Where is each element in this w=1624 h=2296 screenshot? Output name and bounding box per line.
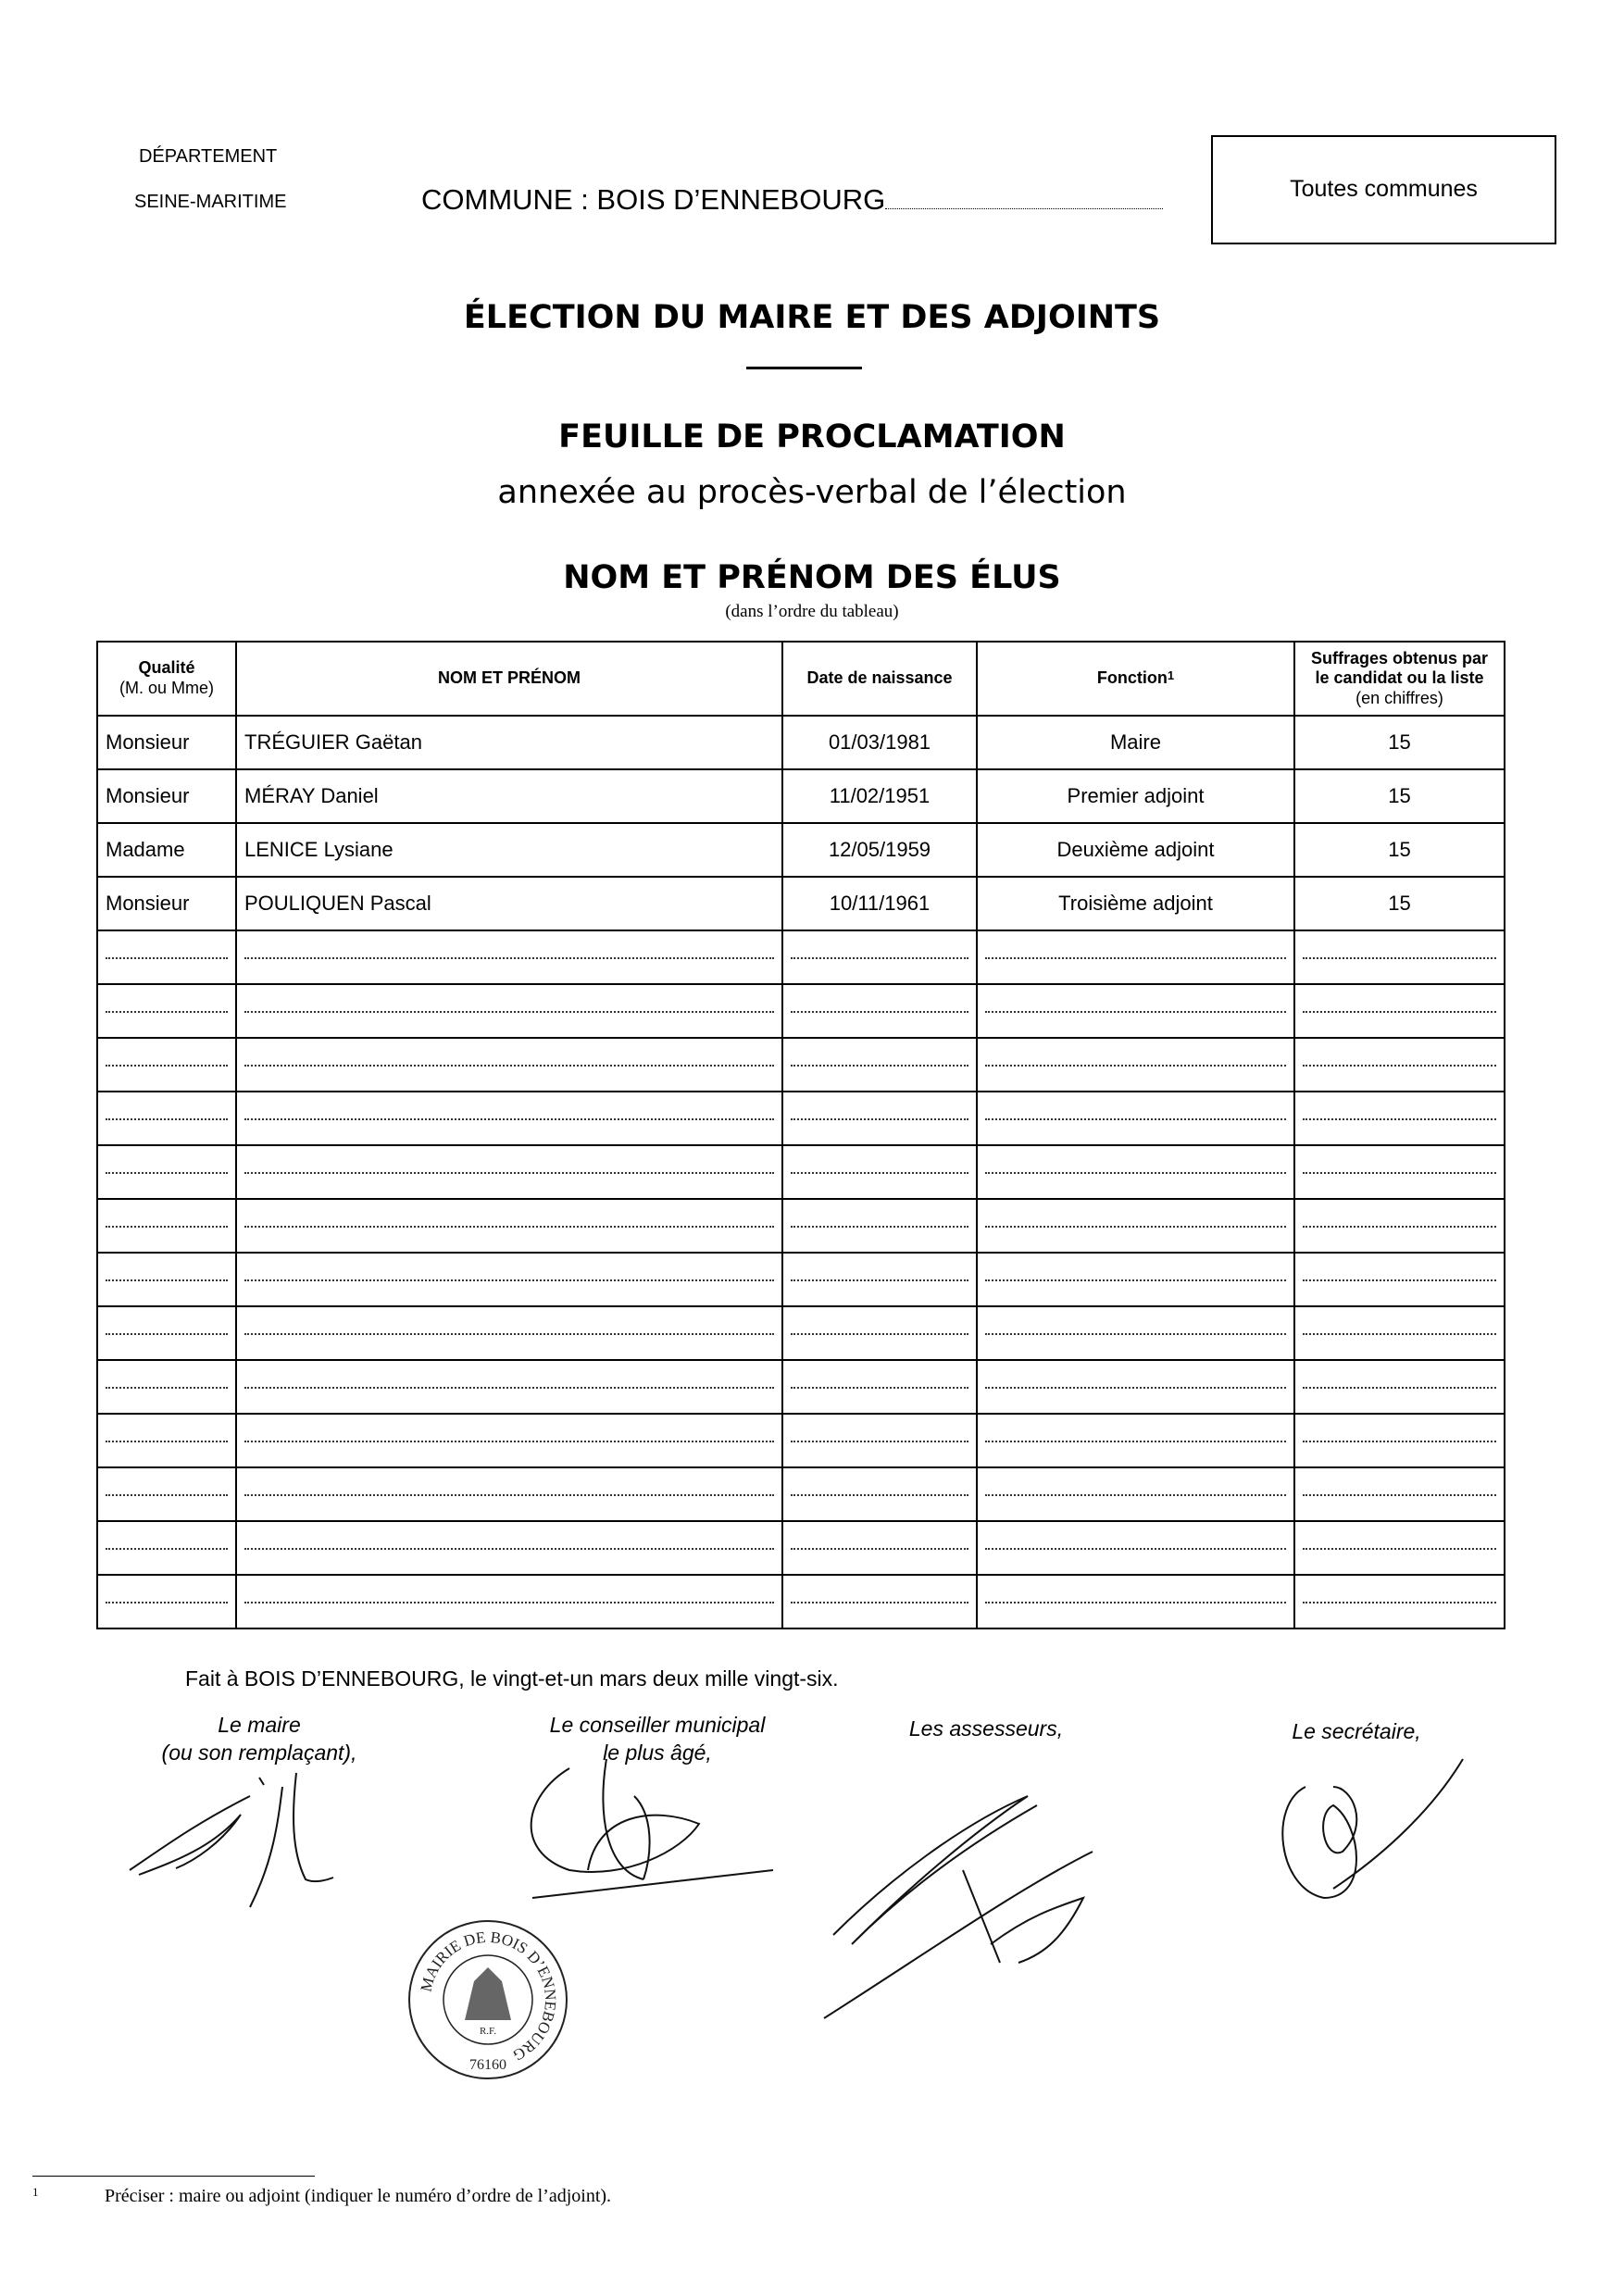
feuille-title: FEUILLE DE PROCLAMATION <box>558 418 1066 455</box>
cell-fonction-blank <box>977 1575 1294 1628</box>
empty-table-row <box>97 930 1505 984</box>
title-rule <box>746 367 862 369</box>
cell-date-blank <box>782 984 977 1038</box>
cell-nom-blank <box>236 1306 782 1360</box>
empty-table-row <box>97 1414 1505 1467</box>
cell-qualite-blank <box>97 1199 236 1253</box>
cell-qualite: Monsieur <box>97 716 236 769</box>
dotted-line <box>1303 1332 1496 1335</box>
cell-nom-blank <box>236 1467 782 1521</box>
commune-text: COMMUNE : BOIS D’ENNEBOURG <box>421 183 886 216</box>
annexee-subtitle: annexée au procès-verbal de l’élection <box>497 474 1127 511</box>
dotted-line <box>1303 1225 1496 1228</box>
dotted-line <box>1303 1171 1496 1174</box>
signature-label-assesseurs: Les assesseurs, <box>908 1716 1064 1741</box>
stamp-code: 76160 <box>469 2057 506 2073</box>
cell-qualite: Madame <box>97 823 236 877</box>
toutes-communes-box: Toutes communes <box>1211 135 1556 244</box>
cell-date-blank <box>782 1038 977 1092</box>
col-date: Date de naissance <box>782 642 977 716</box>
cell-qualite-blank <box>97 930 236 984</box>
cell-fonction: Deuxième adjoint <box>977 823 1294 877</box>
cell-fonction: Premier adjoint <box>977 769 1294 823</box>
empty-table-row <box>97 1038 1505 1092</box>
conseiller-label: Le conseiller municipal <box>549 1713 766 1737</box>
cell-qualite-blank <box>97 1038 236 1092</box>
cell-fonction-blank <box>977 1199 1294 1253</box>
dotted-line <box>106 1601 228 1603</box>
dotted-line <box>106 1010 228 1013</box>
table-header-row <box>97 642 1505 716</box>
dotted-line <box>1303 1010 1496 1013</box>
dotted-line <box>985 1493 1286 1496</box>
cell-suffrages-blank <box>1294 1199 1505 1253</box>
dotted-line <box>106 956 228 959</box>
cell-qualite-blank <box>97 1521 236 1575</box>
election-title: ÉLECTION DU MAIRE ET DES ADJOINTS <box>463 299 1161 336</box>
dotted-line <box>985 1332 1286 1335</box>
dotted-line <box>1303 1064 1496 1067</box>
cell-date-blank <box>782 1467 977 1521</box>
dotted-line <box>791 1386 968 1389</box>
cell-fonction-blank <box>977 1467 1294 1521</box>
elus-title: NOM ET PRÉNOM DES ÉLUS <box>563 559 1061 596</box>
maire-label: Le maire <box>218 1713 301 1737</box>
signature-maire <box>120 1759 343 1916</box>
empty-table-row <box>97 1145 1505 1199</box>
cell-date-blank <box>782 1253 977 1306</box>
signature-assesseurs <box>815 1750 1139 2028</box>
footnote-number: 1 <box>32 2185 39 2199</box>
dotted-line <box>106 1064 228 1067</box>
dotted-line <box>244 1601 774 1603</box>
col-qualite-label: Qualité <box>138 658 195 678</box>
col-suffrages <box>1294 642 1505 716</box>
cell-nom-blank <box>236 1414 782 1467</box>
dotted-line <box>244 1386 774 1389</box>
dotted-line <box>791 1547 968 1550</box>
cell-suffrages: 15 <box>1294 823 1505 877</box>
cell-nom-blank <box>236 1253 782 1306</box>
cell-qualite-blank <box>97 1414 236 1467</box>
signature-secretaire <box>1268 1750 1481 1916</box>
cell-suffrages-blank <box>1294 1092 1505 1145</box>
dotted-line <box>244 1279 774 1281</box>
dotted-line <box>1303 1601 1496 1603</box>
cell-suffrages-blank <box>1294 984 1505 1038</box>
table-row <box>97 716 1505 769</box>
cell-date: 11/02/1951 <box>782 769 977 823</box>
dotted-line <box>1303 1440 1496 1442</box>
cell-fonction-blank <box>977 930 1294 984</box>
cell-suffrages-blank <box>1294 1253 1505 1306</box>
cell-suffrages-blank <box>1294 1145 1505 1199</box>
dotted-line <box>985 1601 1286 1603</box>
dotted-line <box>1303 1279 1496 1281</box>
cell-date-blank <box>782 1414 977 1467</box>
cell-fonction-blank <box>977 1521 1294 1575</box>
empty-table-row <box>97 1199 1505 1253</box>
stamp-rf: R.F. <box>479 2026 497 2037</box>
stamp-ring-text: MAIRIE DE BOIS D’ENNEBOURG <box>417 1928 560 2065</box>
col-qualite-sub: (M. ou Mme) <box>119 679 214 697</box>
dotted-line <box>1303 1117 1496 1120</box>
elus-table <box>96 641 1505 1629</box>
cell-nom-blank <box>236 1360 782 1414</box>
dotted-line <box>106 1547 228 1550</box>
cell-date-blank <box>782 1092 977 1145</box>
dotted-line <box>985 1547 1286 1550</box>
conseiller-label-sub: le plus âgé, <box>603 1740 712 1765</box>
empty-table-row <box>97 1521 1505 1575</box>
dotted-line <box>791 1440 968 1442</box>
cell-suffrages-blank <box>1294 1521 1505 1575</box>
dotted-line <box>985 956 1286 959</box>
signature-conseiller <box>514 1741 782 1907</box>
dotted-line <box>985 1386 1286 1389</box>
table-row <box>97 769 1505 823</box>
dotted-line <box>106 1493 228 1496</box>
dotted-line <box>791 1171 968 1174</box>
dotted-line <box>791 1010 968 1013</box>
dotted-line <box>106 1332 228 1335</box>
cell-qualite-blank <box>97 984 236 1038</box>
col-nom: NOM ET PRÉNOM <box>236 642 782 716</box>
fait-a-statement: Fait à BOIS D’ENNEBOURG, le vingt-et-un mars deux mille vingt-six. <box>185 1666 839 1691</box>
table-body <box>97 716 1505 1628</box>
cell-suffrages-blank <box>1294 1360 1505 1414</box>
dotted-line <box>106 1117 228 1120</box>
dotted-line <box>106 1440 228 1442</box>
cell-suffrages-blank <box>1294 1306 1505 1360</box>
empty-table-row <box>97 1360 1505 1414</box>
ordre-note: (dans l’ordre du tableau) <box>725 602 899 621</box>
cell-qualite: Monsieur <box>97 769 236 823</box>
dotted-line <box>985 1117 1286 1120</box>
cell-date: 12/05/1959 <box>782 823 977 877</box>
cell-suffrages-blank <box>1294 1038 1505 1092</box>
footnote-ref: 1 <box>1167 668 1175 683</box>
dotted-line <box>791 956 968 959</box>
dotted-line <box>985 1440 1286 1442</box>
dotted-line <box>1303 1386 1496 1389</box>
table-row <box>97 823 1505 877</box>
empty-table-row <box>97 1306 1505 1360</box>
cell-fonction-blank <box>977 1092 1294 1145</box>
dotted-line <box>106 1386 228 1389</box>
cell-nom-blank <box>236 1521 782 1575</box>
dotted-line <box>985 1010 1286 1013</box>
cell-qualite-blank <box>97 1145 236 1199</box>
mairie-stamp <box>405 1916 571 2083</box>
cell-suffrages: 15 <box>1294 769 1505 823</box>
cell-date: 10/11/1961 <box>782 877 977 930</box>
dotted-line <box>106 1225 228 1228</box>
cell-nom-blank <box>236 1575 782 1628</box>
dotted-line <box>1303 1493 1496 1496</box>
cell-fonction-blank <box>977 1253 1294 1306</box>
cell-date-blank <box>782 1521 977 1575</box>
cell-nom-blank <box>236 1145 782 1199</box>
col-suffrages-l2: le candidat ou la liste <box>1315 668 1484 688</box>
cell-qualite-blank <box>97 1467 236 1521</box>
dotted-line <box>985 1225 1286 1228</box>
dotted-line <box>244 1064 774 1067</box>
cell-fonction-blank <box>977 984 1294 1038</box>
commune-name <box>421 183 1163 217</box>
cell-fonction: Maire <box>977 716 1294 769</box>
cell-qualite-blank <box>97 1360 236 1414</box>
dotted-line <box>106 1279 228 1281</box>
dotted-line <box>244 956 774 959</box>
cell-fonction-blank <box>977 1306 1294 1360</box>
footnote-rule <box>32 2176 315 2177</box>
cell-qualite-blank <box>97 1306 236 1360</box>
dotted-line <box>244 1171 774 1174</box>
cell-suffrages-blank <box>1294 1467 1505 1521</box>
dotted-line <box>985 1171 1286 1174</box>
departement-label: DÉPARTEMENT <box>139 146 278 167</box>
cell-suffrages-blank <box>1294 1414 1505 1467</box>
empty-table-row <box>97 1253 1505 1306</box>
cell-fonction-blank <box>977 1360 1294 1414</box>
cell-date-blank <box>782 930 977 984</box>
dotted-line <box>244 1010 774 1013</box>
cell-date-blank <box>782 1575 977 1628</box>
dotted-line <box>791 1601 968 1603</box>
dotted-line <box>244 1493 774 1496</box>
departement-value: SEINE-MARITIME <box>134 192 287 212</box>
cell-suffrages: 15 <box>1294 877 1505 930</box>
cell-nom: TRÉGUIER Gaëtan <box>236 716 782 769</box>
empty-table-row <box>97 984 1505 1038</box>
cell-nom-blank <box>236 1092 782 1145</box>
maire-label-sub: (ou son remplaçant), <box>161 1740 357 1765</box>
dotted-line <box>791 1279 968 1281</box>
dotted-line <box>791 1225 968 1228</box>
col-suffrages-l3: (en chiffres) <box>1355 688 1443 707</box>
cell-nom: LENICE Lysiane <box>236 823 782 877</box>
cell-fonction-blank <box>977 1038 1294 1092</box>
cell-nom-blank <box>236 1199 782 1253</box>
dotted-line <box>1303 1547 1496 1550</box>
cell-fonction-blank <box>977 1414 1294 1467</box>
dotted-line <box>1303 956 1496 959</box>
dotted-line <box>791 1493 968 1496</box>
dotted-line <box>244 1332 774 1335</box>
cell-fonction-blank <box>977 1145 1294 1199</box>
cell-date-blank <box>782 1360 977 1414</box>
footnote-text: Préciser : maire ou adjoint (indiquer le numéro d’ordre de l’adjoint). <box>105 2186 612 2206</box>
commune-dotted-line <box>885 207 1163 209</box>
cell-qualite-blank <box>97 1092 236 1145</box>
empty-table-row <box>97 1467 1505 1521</box>
cell-qualite-blank <box>97 1253 236 1306</box>
empty-table-row <box>97 1092 1505 1145</box>
cell-date-blank <box>782 1145 977 1199</box>
dotted-line <box>791 1117 968 1120</box>
cell-suffrages-blank <box>1294 1575 1505 1628</box>
cell-qualite: Monsieur <box>97 877 236 930</box>
cell-date-blank <box>782 1306 977 1360</box>
col-fonction-label: Fonction <box>1096 668 1168 688</box>
dotted-line <box>985 1064 1286 1067</box>
dotted-line <box>244 1547 774 1550</box>
dotted-line <box>106 1171 228 1174</box>
dotted-line <box>791 1064 968 1067</box>
dotted-line <box>244 1117 774 1120</box>
table-row <box>97 877 1505 930</box>
cell-nom-blank <box>236 984 782 1038</box>
col-fonction <box>977 642 1294 716</box>
empty-table-row <box>97 1575 1505 1628</box>
cell-nom: MÉRAY Daniel <box>236 769 782 823</box>
cell-fonction: Troisième adjoint <box>977 877 1294 930</box>
cell-suffrages: 15 <box>1294 716 1505 769</box>
dotted-line <box>244 1225 774 1228</box>
cell-date: 01/03/1981 <box>782 716 977 769</box>
dotted-line <box>791 1332 968 1335</box>
cell-qualite-blank <box>97 1575 236 1628</box>
signature-label-secretaire: Le secrétaire, <box>1292 1719 1421 1743</box>
cell-nom-blank <box>236 1038 782 1092</box>
dotted-line <box>985 1279 1286 1281</box>
cell-suffrages-blank <box>1294 930 1505 984</box>
dotted-line <box>244 1440 774 1442</box>
cell-nom-blank <box>236 930 782 984</box>
col-suffrages-l1: Suffrages obtenus par <box>1310 648 1489 668</box>
cell-nom: POULIQUEN Pascal <box>236 877 782 930</box>
col-qualite <box>97 642 236 716</box>
cell-date-blank <box>782 1199 977 1253</box>
